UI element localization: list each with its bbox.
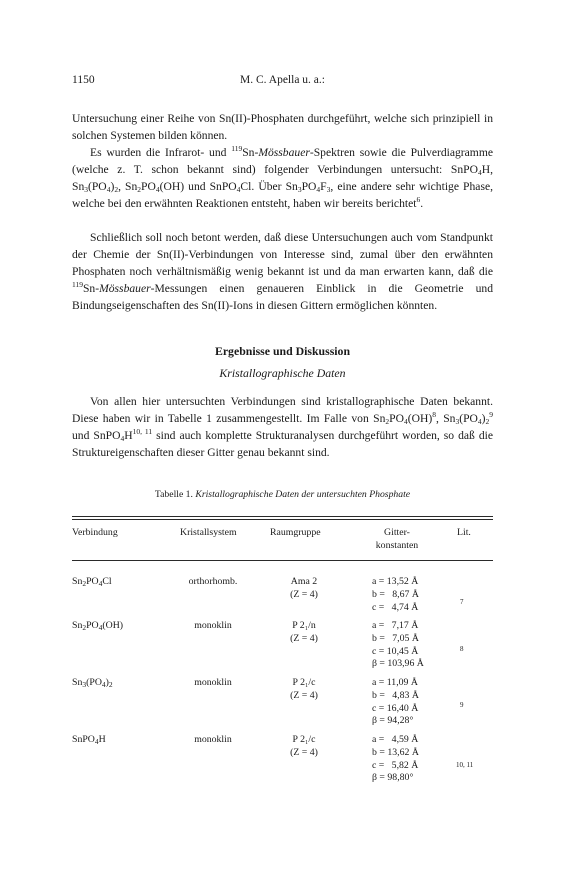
table-row-4-constants: a = 4,59 Å b = 13,62 Å c = 5,82 Å β = 98,80° <box>372 734 419 784</box>
running-title: M. C. Apella u. a.: <box>240 74 325 86</box>
table-row-4-compound: SnPO$_4$H <box>72 734 106 746</box>
table-row-1-lit: 7 <box>460 598 464 606</box>
header-verbindung: Verbindung <box>72 527 118 538</box>
table-row-3-constants: a = 11,09 Å b = 4,83 Å c = 16,40 Å β = 94,28° <box>372 677 419 727</box>
header-kristallsystem: Kristallsystem <box>180 527 237 538</box>
header-raumgruppe: Raumgruppe <box>270 527 321 538</box>
table-row-2-system: monoklin <box>194 620 232 631</box>
table-row-3-compound: $Sn_3(PO_4)_2$ <box>72 677 113 689</box>
table-top-rule-2 <box>72 519 493 520</box>
table-row-1-group: Ama 2 (Z = 4) <box>290 576 318 600</box>
header-gitterkonstanten: Gitter- konstanten <box>375 527 419 551</box>
table-caption: Tabelle 1. Kristallographische Daten der untersuchten Phosphate <box>154 489 411 500</box>
table-row-3-system: monoklin <box>194 677 232 688</box>
table-row-4-group: P 2₁/c (Z = 4) <box>290 734 318 758</box>
table-row-4-system: monoklin <box>194 734 232 745</box>
page-number: 1150 <box>72 74 95 86</box>
paragraph-3: Schließlich soll noch betont werden, daß diese Untersuchungen auch vom Standpunkt der Chemie der Sn(II)-Verbindungen von Interesse sind, zumal über den erwähnten Phosphaten noch verhältnismäßig wenig bekannt ist und da man erwarten kann, daß die $^{119}$Sn-Mössbauer-Messungen einen genaueren Einblick in die Geometrie und Bindungseigenschaften des Sn(II)-Ions in diesen Gittern ermöglichen könnten. <box>72 231 493 313</box>
table-top-rule <box>72 516 493 517</box>
paragraph-4: Von allen hier untersuchten Verbindungen sind kristallographische Daten bekannt. Diese haben wir in Tabelle 1 zusammengestellt. Im Falle von $Sn_2PO_4(OH)^8$, $Sn_3(PO_4)_2^9$ und $SnPO_4H^{10, 11}$ sind auch komplette Strukturanalysen durchgeführt worden, so daß die Struktureigenschaften dieser Gitter genau bekannt sind. <box>72 395 494 460</box>
table-row-2-constants: a = 7,17 Å b = 7,05 Å c = 10,45 Å β = 103,96 Å <box>372 620 424 670</box>
running-header <box>72 74 493 90</box>
table-row-2-compound: $Sn_2PO_4(OH)$ <box>72 620 124 632</box>
header-lit: Lit. <box>457 527 471 538</box>
subsection-heading: Kristallographische Daten <box>219 366 346 380</box>
paragraph-2: Es wurden die Infrarot- und $^{119}$Sn-Mössbauer-Spektren sowie die Pulverdiagramme (welche z. T. schon bekannt sind) folgender Verbindungen untersucht: SnPO$_4$H, $Sn_3(PO_4)_2$, $Sn_2PO_4(OH)$ und SnPO$_4$Cl. Über $Sn_3PO_4F_3$, eine andere sehr wichtige Phase, welche bei den erwähnten Reaktionen entsteht, haben wir bereits berichtet$^6$. <box>72 144 493 211</box>
table-row-2-group: P 2₁/n (Z = 4) <box>290 620 318 644</box>
table-header-rule <box>72 560 493 561</box>
table-row-1-constants: a = 13,52 Å b = 8,67 Å c = 4,74 Å <box>372 576 419 613</box>
table-row-1-compound: $Sn_2PO_4Cl$ <box>72 576 112 588</box>
table-row-4-lit: 10, 11 <box>456 761 474 769</box>
table-row-3-lit: 9 <box>460 701 464 709</box>
table-row-1-system: orthorhomb. <box>188 576 238 587</box>
table-row-2-lit: 8 <box>460 645 464 653</box>
table-row-3-group: P 2₁/c (Z = 4) <box>290 677 318 701</box>
section-heading: Ergebnisse und Diskussion <box>214 344 351 358</box>
paragraph-1: Untersuchung einer Reihe von Sn(II)-Phosphaten durchgeführt, welche sich prinzipiell in solchen Systemen bilden können. <box>72 112 493 143</box>
